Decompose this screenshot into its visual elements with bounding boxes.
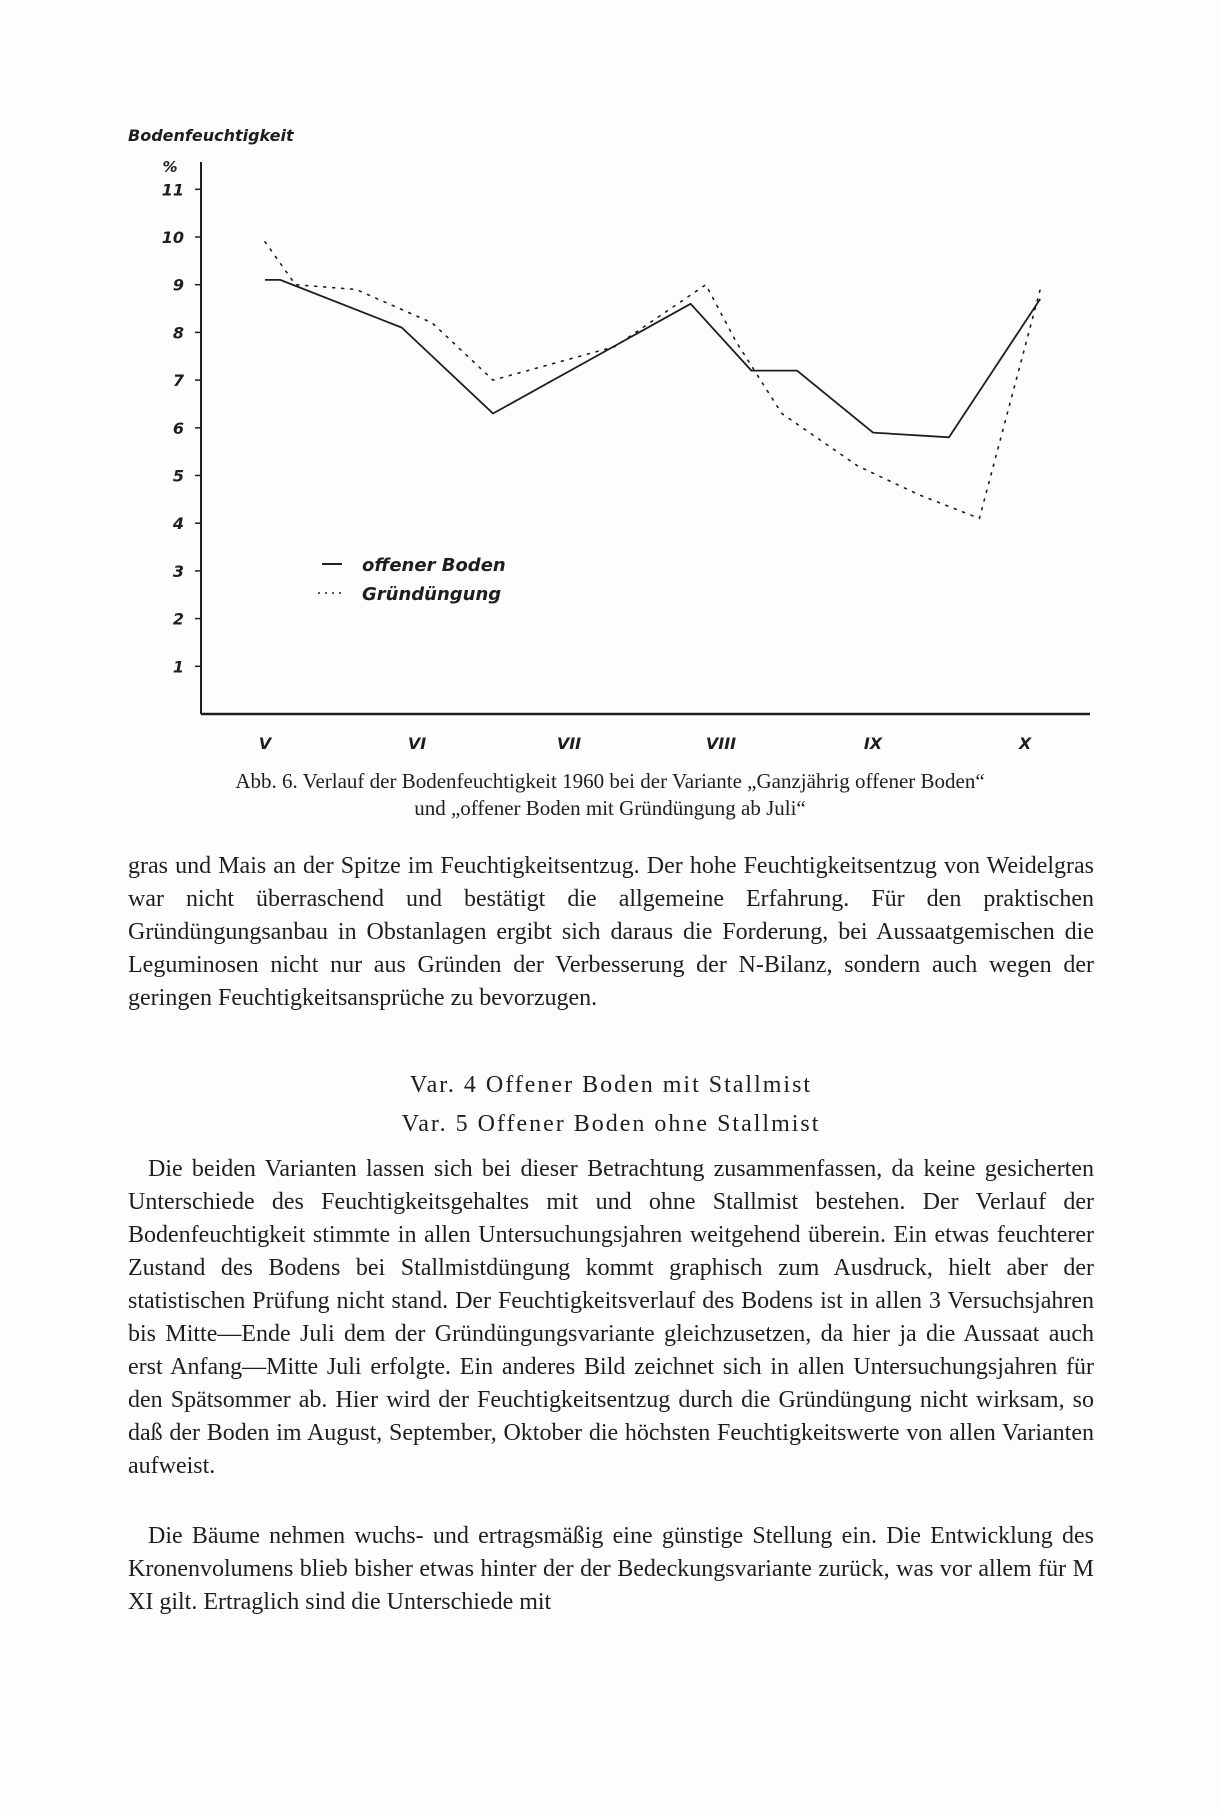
x-tick-label: VIII bbox=[705, 734, 737, 753]
y-tick-label: 10 bbox=[161, 228, 184, 247]
y-axis-title: Bodenfeuchtigkeit bbox=[128, 126, 294, 145]
caption-line-1: Abb. 6. Verlauf der Bodenfeuchtigkeit 1960 bei der Variante „Ganzjährig offener Boden“ bbox=[235, 769, 985, 793]
figure-caption bbox=[130, 768, 1090, 822]
series-line-offener-boden bbox=[265, 280, 1040, 437]
paragraph-3: Die Bäume nehmen wuchs- und ertragsmäßig eine günstige Stellung ein. Die Entwicklung des Kronenvolumens blieb bisher etwas hinter der der Bedeckungsvariante zurück, was vor allem für M XI gilt. Ertraglich sind die Unterschiede mit bbox=[128, 1523, 1094, 1615]
x-tick-labels bbox=[259, 734, 1032, 753]
legend bbox=[318, 555, 506, 605]
y-tick-label: 6 bbox=[172, 418, 184, 438]
y-tick-label: 1 bbox=[172, 657, 184, 677]
caption-line-2: und „offener Boden mit Gründüngung ab Juli“ bbox=[414, 796, 806, 820]
soil-moisture-chart bbox=[0, 0, 1221, 760]
y-tick-label: 2 bbox=[172, 609, 184, 629]
y-tick-label: 5 bbox=[172, 466, 184, 486]
section-heading-var4: Var. 4 Offener Boden mit Stallmist bbox=[409, 1072, 813, 1098]
y-tick-label: 4 bbox=[172, 514, 184, 534]
series-layer bbox=[265, 242, 1040, 519]
paragraph-2: Die beiden Varianten lassen sich bei dieser Betrachtung zusammenfassen, da keine gesicherten Unterschiede des Feuchtigkeitsgehaltes mit und ohne Stallmist bestehen. Der Verlauf der Bodenfeuchtigkeit stimmte in allen Untersuchungsjahren weitgehend überein. Ein etwas feuchterer Zustand des Bodens bei Stallmistdüngung kommt graphisch zum Ausdruck, hielt aber der statistischen Prüfung nicht stand. Der Feuchtigkeitsverlauf des Bodens ist in allen 3 Versuchsjahren bis Mitte—Ende Juli dem der Gründüngungsvariante gleichzusetzen, da hier ja die Aussaat auch erst Anfang—Mitte Juli erfolgte. Ein anderes Bild zeichnet sich in allen Untersuchungsjahren für den Spätsommer ab. Hier wird der Feuchtigkeitsentzug durch die Gründüngung nicht wirksam, so daß der Boden im August, September, Oktober die höchsten Feuchtigkeitswerte von allen Varianten aufweist. bbox=[128, 1156, 1094, 1479]
y-tick-label: 11 bbox=[161, 180, 184, 200]
x-tick-label: IX bbox=[863, 734, 883, 753]
paragraph-1: gras und Mais an der Spitze im Feuchtigkeitsentzug. Der hohe Feuchtigkeitsentzug von Weidelgras war nicht überraschend und bestätigt die allgemeine Erfahrung. Für den praktischen Gründüngungsanbau in Obstanlagen ergibt sich daraus die Forderung, bei Aussaatgemischen die Leguminosen nicht nur aus Gründen der Verbesserung der N-Bilanz, sondern auch wegen der geringen Feuchtigkeitsansprüche zu bevorzugen. bbox=[128, 853, 1094, 1011]
y-tick-labels bbox=[162, 180, 201, 676]
legend-label-gruenduengung: Gründüngung bbox=[362, 584, 502, 605]
y-tick-label: 3 bbox=[172, 561, 184, 581]
y-tick-label: 9 bbox=[172, 275, 184, 295]
legend-label-offener-boden: offener Boden bbox=[362, 555, 506, 576]
y-axis-unit: % bbox=[162, 158, 178, 176]
x-tick-label: V bbox=[258, 734, 272, 753]
x-tick-label: X bbox=[1018, 734, 1032, 753]
section-heading-var5: Var. 5 Offener Boden ohne Stallmist bbox=[401, 1111, 821, 1137]
x-tick-label: VII bbox=[556, 734, 582, 753]
x-tick-label: VI bbox=[407, 734, 427, 753]
y-tick-label: 8 bbox=[172, 323, 184, 343]
series-line-gruenduengung bbox=[265, 242, 1040, 519]
y-tick-label: 7 bbox=[172, 371, 184, 391]
